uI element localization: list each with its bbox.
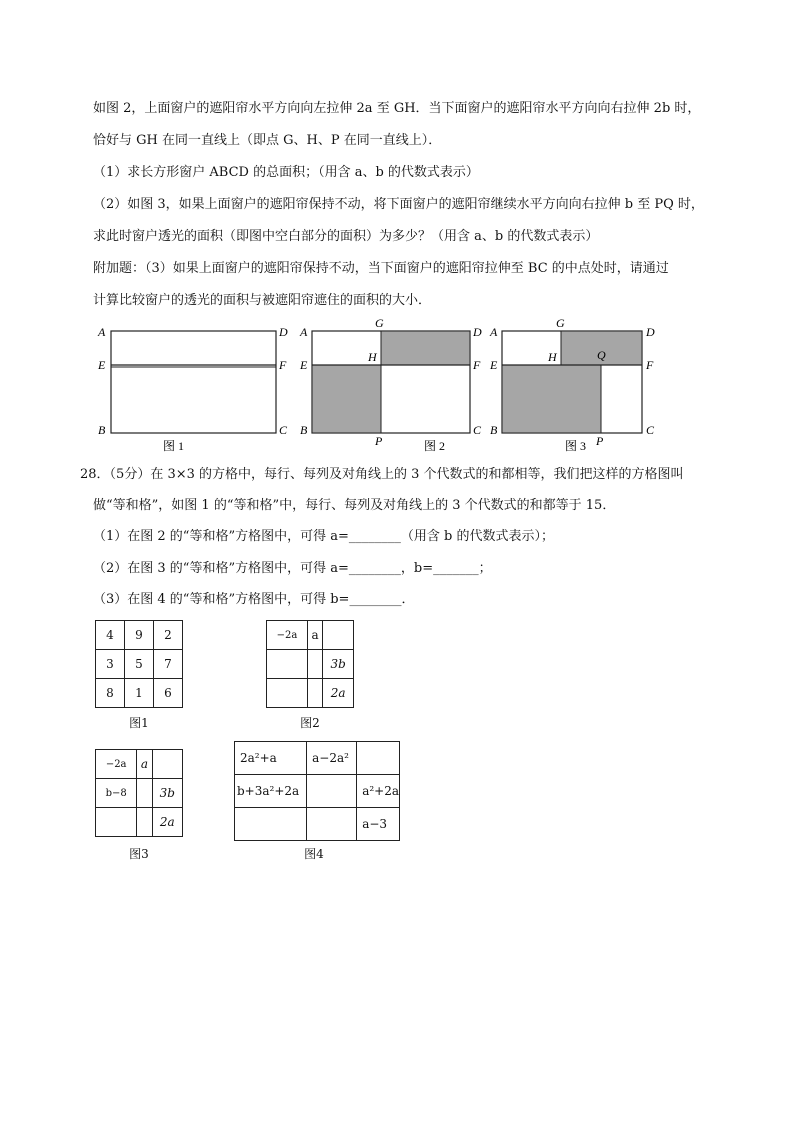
label-B-1: B: [98, 423, 106, 437]
question-28-part-3: （3）在图 4 的“等和格”方格图中，可得 b=________．: [93, 592, 415, 607]
question-28-part-2: （2）在图 3 的“等和格”方格图中，可得 a=________，b=_______；: [93, 561, 492, 576]
label-G-2: G: [375, 316, 384, 330]
question-28-line-1: 28．（5分）在 3×3 的方格中，每行、每列及对角线上的 3 个代数式的和都相等，我们把这样的方格图叫: [80, 467, 684, 482]
caption-fig2-window: 图 2: [424, 439, 446, 453]
grid2-cell: 3b: [323, 650, 354, 679]
label-E-3: E: [490, 358, 498, 372]
text-line-1: 如图 2，上面窗户的遮阳帘水平方向向左拉伸 2a 至 GH．当下面窗户的遮阳帘水平方向向右拉伸 2b 时，: [93, 101, 701, 116]
grid1-cell: 1: [125, 679, 154, 708]
grid4-cell: a−3: [357, 808, 400, 841]
label-B-2: B: [300, 423, 308, 437]
label-G-3: G: [556, 316, 565, 330]
grid3-cell: a: [137, 750, 152, 779]
label-E-2: E: [300, 358, 308, 372]
label-H-3: H: [548, 350, 557, 364]
question-28-line-2: 做“等和格”，如图 1 的“等和格”中，每行、每列及对角线上的 3 个代数式的和都等于 15．: [93, 498, 616, 513]
grid4-cell: b+3a²+2a: [235, 775, 307, 808]
label-D-3: D: [646, 325, 655, 339]
window-figures: [0, 315, 794, 455]
label-B-3: B: [490, 423, 498, 437]
grid-caption-4: 图4: [304, 847, 324, 861]
text-line-3: （1）求长方形窗户 ABCD 的总面积；（用含 a、b 的代数式表示）: [93, 165, 479, 180]
caption-fig1-window: 图 1: [163, 439, 185, 453]
grid-figure-3: [95, 749, 183, 837]
grid4-cell: [307, 775, 357, 808]
grid-caption-2: 图2: [300, 716, 320, 730]
label-A-3: A: [490, 325, 498, 339]
label-A-2: A: [300, 325, 308, 339]
text-line-4: （2）如图 3，如果上面窗户的遮阳帘保持不动，将下面窗户的遮阳帘继续水平方向向右拉伸 b 至 PQ 时，: [93, 197, 704, 212]
grid2-cell: [323, 621, 354, 650]
grid1-cell: 4: [96, 621, 125, 650]
grid4-cell: 2a²+a: [235, 742, 307, 775]
window-figure-2: [299, 316, 482, 453]
label-D-2: D: [473, 325, 482, 339]
text-line-5: 求此时窗户透光的面积（即图中空白部分的面积）为多少？（用含 a、b 的代数式表示）: [93, 229, 599, 244]
label-Q-3: Q: [597, 348, 606, 362]
grid2-cell: −2a: [267, 621, 308, 650]
grid-caption-3: 图3: [129, 847, 149, 861]
grid3-cell: [137, 779, 152, 808]
grid4-cell: a²+2a: [357, 775, 400, 808]
text-line-7: 计算比较窗户的透光的面积与被遮阳帘遮住的面积的大小．: [93, 293, 432, 308]
text-line-2: 恰好与 GH 在同一直线上（即点 G、H、P 在同一直线上）．: [93, 133, 442, 148]
grid-figure-2: [266, 620, 354, 708]
grid3-cell: [137, 808, 152, 837]
grid1-cell: 9: [125, 621, 154, 650]
grid1-cell: 6: [154, 679, 183, 708]
label-C-2: C: [473, 423, 482, 437]
grid2-cell: [307, 679, 322, 708]
label-D-1: D: [279, 325, 288, 339]
label-P-3: P: [596, 434, 604, 448]
grid2-cell: 2a: [323, 679, 354, 708]
grid3-cell: 3b: [152, 779, 182, 808]
caption-fig3-window: 图 3: [565, 439, 587, 453]
grid2-cell: [267, 650, 308, 679]
window-figure-1: [97, 325, 288, 453]
grid1-cell: 5: [125, 650, 154, 679]
label-P-2: P: [375, 434, 383, 448]
grid3-cell: b−8: [96, 779, 137, 808]
grid2-cell: a: [307, 621, 322, 650]
grid4-cell: [235, 808, 307, 841]
question-28-part-1: （1）在图 2 的“等和格”方格图中，可得 a=________（用含 b 的代数式表示）；: [93, 529, 554, 544]
window-figure-3: [489, 316, 655, 453]
label-F-2: F: [473, 358, 481, 372]
grid1-cell: 3: [96, 650, 125, 679]
text-line-6: 附加题：（3）如果上面窗户的遮阳帘保持不动，当下面窗户的遮阳帘拉伸至 BC 的中点处时，请通过: [93, 261, 669, 276]
label-F-3: F: [646, 358, 654, 372]
label-F-1: F: [279, 358, 287, 372]
grid1-cell: 8: [96, 679, 125, 708]
grid-caption-1: 图1: [129, 716, 149, 730]
label-H-2: H: [368, 350, 377, 364]
grid1-cell: 2: [154, 621, 183, 650]
grid-figure-4: [234, 741, 400, 841]
grid3-cell: [96, 808, 137, 837]
label-A-1: A: [98, 325, 106, 339]
grid4-cell: [307, 808, 357, 841]
grid4-cell: a−2a²: [307, 742, 357, 775]
grid3-cell: [152, 750, 182, 779]
grid-figure-1: [95, 620, 183, 708]
grid2-cell: [267, 679, 308, 708]
label-C-1: C: [279, 423, 288, 437]
grid3-cell: −2a: [96, 750, 137, 779]
label-E-1: E: [98, 358, 106, 372]
grid3-cell: 2a: [152, 808, 182, 837]
label-C-3: C: [646, 423, 655, 437]
grid2-cell: [307, 650, 322, 679]
grid1-cell: 7: [154, 650, 183, 679]
grid4-cell: [357, 742, 400, 775]
